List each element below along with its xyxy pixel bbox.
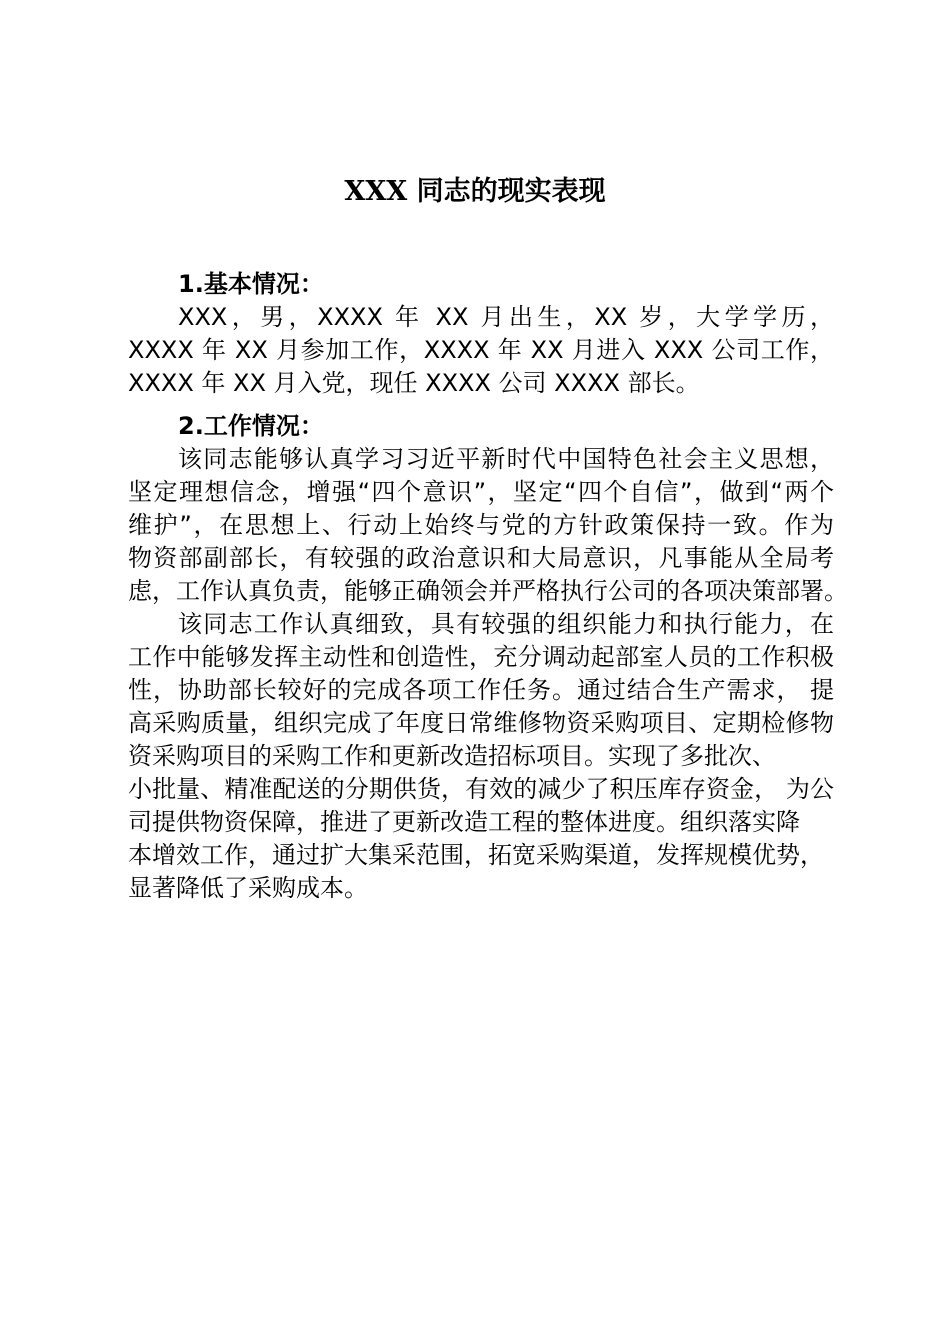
- paragraph-line: 本增效工作，通过扩大集采范围，拓宽采购渠道，发挥规模优势，: [128, 841, 824, 869]
- paragraph-line: 物资部副部长，有较强的政治意识和大局意识，凡事能从全局考: [128, 544, 834, 572]
- paragraph-line: 该同志工作认真细致，具有较强的组织能力和执行能力，在: [178, 610, 834, 638]
- paragraph-line: 维护”，在思想上、行动上始终与党的方针政策保持一致。作为: [128, 511, 834, 539]
- paragraph-line: 高采购质量，组织完成了年度日常维修物资采购项目、定期检修物: [128, 709, 834, 737]
- paragraph-line: 性，协助部长较好的完成各项工作任务。通过结合生产需求， 提: [128, 676, 834, 704]
- paragraph-line: 坚定理想信念，增强“四个意识”，坚定“四个自信”，做到“两个: [128, 478, 834, 506]
- paragraph-line: 司提供物资保障，推进了更新改造工程的整体进度。组织落实降: [128, 808, 800, 836]
- paragraph: [128, 443, 848, 608]
- paragraph: [128, 301, 834, 400]
- paragraph-line: XXXX 年 XX 月入党，现任 XXXX 公司 XXXX 部长。: [128, 369, 700, 397]
- paragraph-line: 资采购项目的采购工作和更新改造招标项目。实现了多批次、: [128, 742, 776, 770]
- section-heading: 1.基本情况：: [178, 270, 324, 298]
- document-body: [128, 268, 848, 905]
- paragraph-line: 该同志能够认真学习习近平新时代中国特色社会主义思想，: [178, 445, 834, 473]
- paragraph-line: 显著降低了采购成本。: [128, 874, 368, 902]
- document-title: XXX 同志的现实表现: [344, 176, 606, 207]
- paragraph-line: 工作中能够发挥主动性和创造性，充分调动起部室人员的工作积极: [128, 643, 834, 671]
- section-work-info: [128, 410, 848, 905]
- paragraph-line: XXXX 年 XX 月参加工作，XXXX 年 XX 月进入 XXX 公司工作，: [128, 336, 834, 364]
- section-heading: 2.工作情况：: [178, 412, 324, 440]
- section-basic-info: [128, 268, 834, 400]
- paragraph-line: 小批量、精准配送的分期供货，有效的减少了积压库存资金， 为公: [128, 775, 834, 803]
- paragraph: [128, 608, 834, 905]
- paragraph-line: 虑，工作认真负责，能够正确领会并严格执行公司的各项决策部署。: [128, 577, 848, 605]
- paragraph-line: XXX，男，XXXX 年 XX 月出生，XX 岁，大学学历，: [178, 303, 834, 331]
